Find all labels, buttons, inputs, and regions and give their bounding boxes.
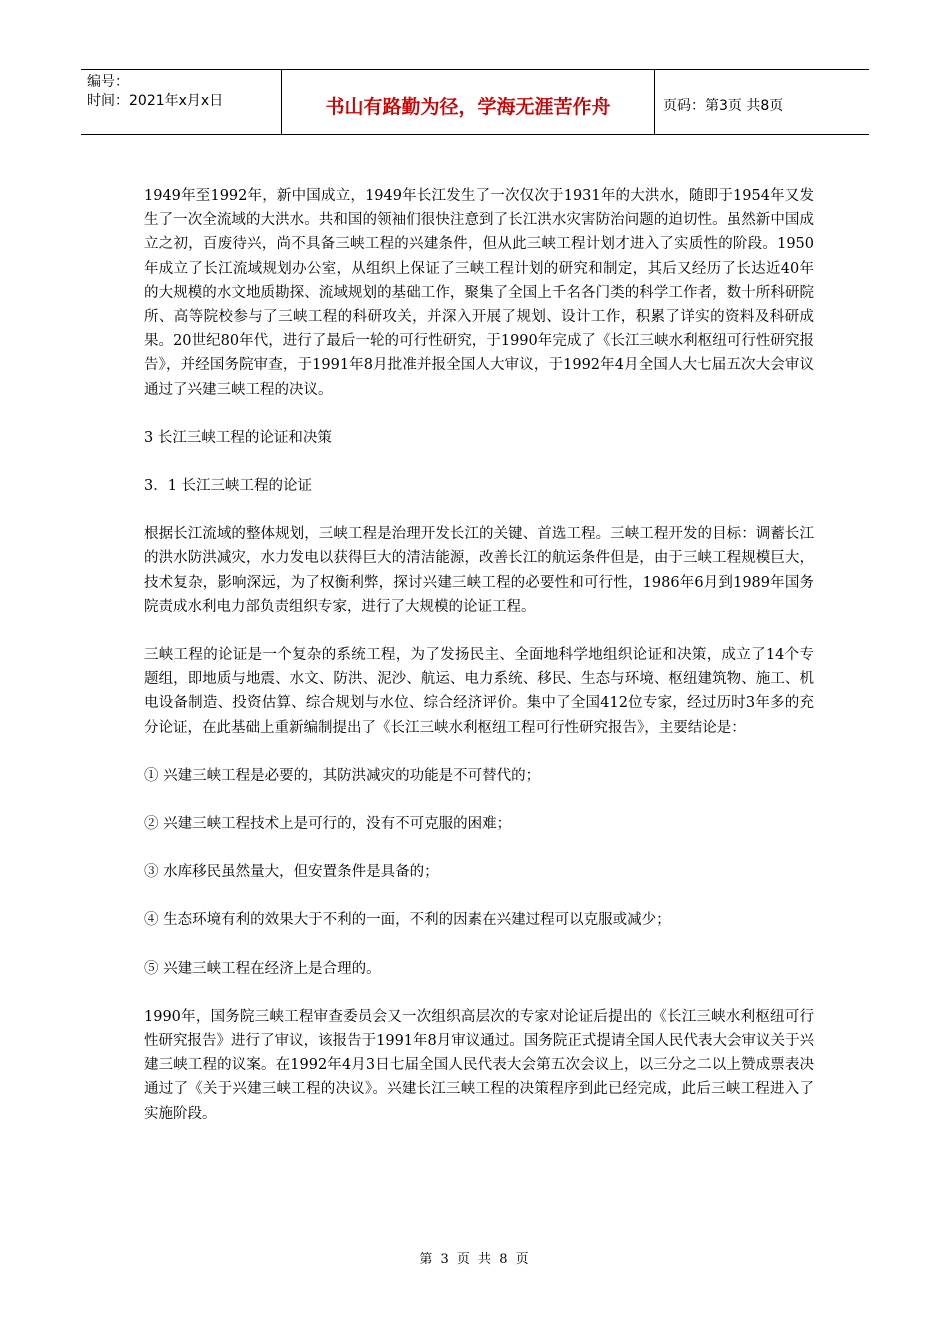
document-body [144, 184, 814, 1150]
conclusion-item-3: ③ 水库移民虽然量大，但安置条件是具备的； [144, 864, 439, 881]
header-meta [81, 70, 282, 134]
paragraph-planning: 根据长江流域的整体规划，三峡工程是治理开发长江的关键、首选工程。三峡工程开发的目标：调蓄长江的洪水防洪减灾，水力发电以获得巨大的清洁能源，改善长江的航运条件但是，由于三峡工程规模巨大，技术复杂，影响深远，为了权衡利弊，探讨兴建三峡工程的必要性和可行性，1986年6月到1989年国务院责成水利电力部负责组织专家，进行了大规模的论证工程。 [144, 526, 814, 615]
page-footer: 第 3 页 共 8 页 [419, 1252, 531, 1267]
section-heading: 3 长江三峡工程的论证和决策 [144, 429, 332, 446]
header-page-info: 页码：第3页 共8页 [663, 98, 784, 114]
paragraph-history: 1949年至1992年，新中国成立，1949年长江发生了一次仅次于1931年的大洪水，随即于1954年又发生了一次全流域的大洪水。共和国的领袖们很快注意到了长江洪水灾害防治问题的迫切性。虽然新中国成立之初，百废待兴，尚不具备三峡工程的兴建条件，但从此三峡工程计划才进入了实质性的阶段。1950年成立了长江流域规划办公室，从组织上保证了三峡工程计划的研究和制定，其后又经历了长达近40年的大规模的水文地质勘探、流域规划的基础工作，聚集了全国上千名各门类的科学工作者，数十所科研院所、高等院校参与了三峡工程的科研攻关，并深入开展了规划、设计工作，积累了详实的资料及科研成果。20世纪80年代，进行了最后一轮的可行性研究，于1990年完成了《长江三峡水利枢纽可行性研究报告》，并经国务院审查，于1991年8月批准并报全国人大审议，于1992年4月全国人大七届五次大会审议通过了兴建三峡工程的决议。 [144, 188, 814, 398]
paragraph-decision: 1990年，国务院三峡工程审查委员会又一次组织高层次的专家对论证后提出的《长江三峡水利枢纽可行性研究报告》进行了审议，该报告于1991年8月审议通过。国务院正式提请全国人民代表大会审议关于兴建三峡工程的议案。在1992年4月3日七届全国人民代表大会第五次会议上，以三分之二以上赞成票表决通过了《关于兴建三峡工程的决议》。兴建长江三峡工程的决策程序到此已经完成，此后三峡工程进入了实施阶段。 [144, 1008, 814, 1122]
page-header [81, 69, 869, 135]
header-motto: 书山有路勤为径，学海无涯苦作舟 [282, 70, 655, 134]
conclusion-item-1: ① 兴建三峡工程是必要的，其防洪减灾的功能是不可替代的； [144, 767, 541, 784]
conclusion-item-4: ④ 生态环境有利的效果大于不利的一面，不利的因素在兴建过程可以克服或减少； [144, 912, 671, 929]
paragraph-demonstration: 三峡工程的论证是一个复杂的系统工程，为了发扬民主、全面地科学地组织论证和决策，成立了14个专题组，即地质与地震、水文、防洪、泥沙、航运、电力系统、移民、生态与环境、枢纽建筑物、施工、机电设备制造、投资估算、综合规划与水位、综合经济评价。集中了全国412位专家，经过历时3年多的充分论证，在此基础上重新编制提出了《长江三峡水利枢纽工程可行性研究报告》，主要结论是： [144, 647, 814, 736]
document-time-label: 时间：2021年x月x日 [87, 93, 224, 109]
conclusion-item-2: ② 兴建三峡工程技术上是可行的，没有不可克服的困难； [144, 816, 512, 833]
subsection-heading: 3．1 长江三峡工程的论证 [144, 478, 313, 495]
conclusion-item-5: ⑤ 兴建三峡工程在经济上是合理的。 [144, 960, 381, 977]
document-number-label: 编号： [87, 74, 129, 90]
